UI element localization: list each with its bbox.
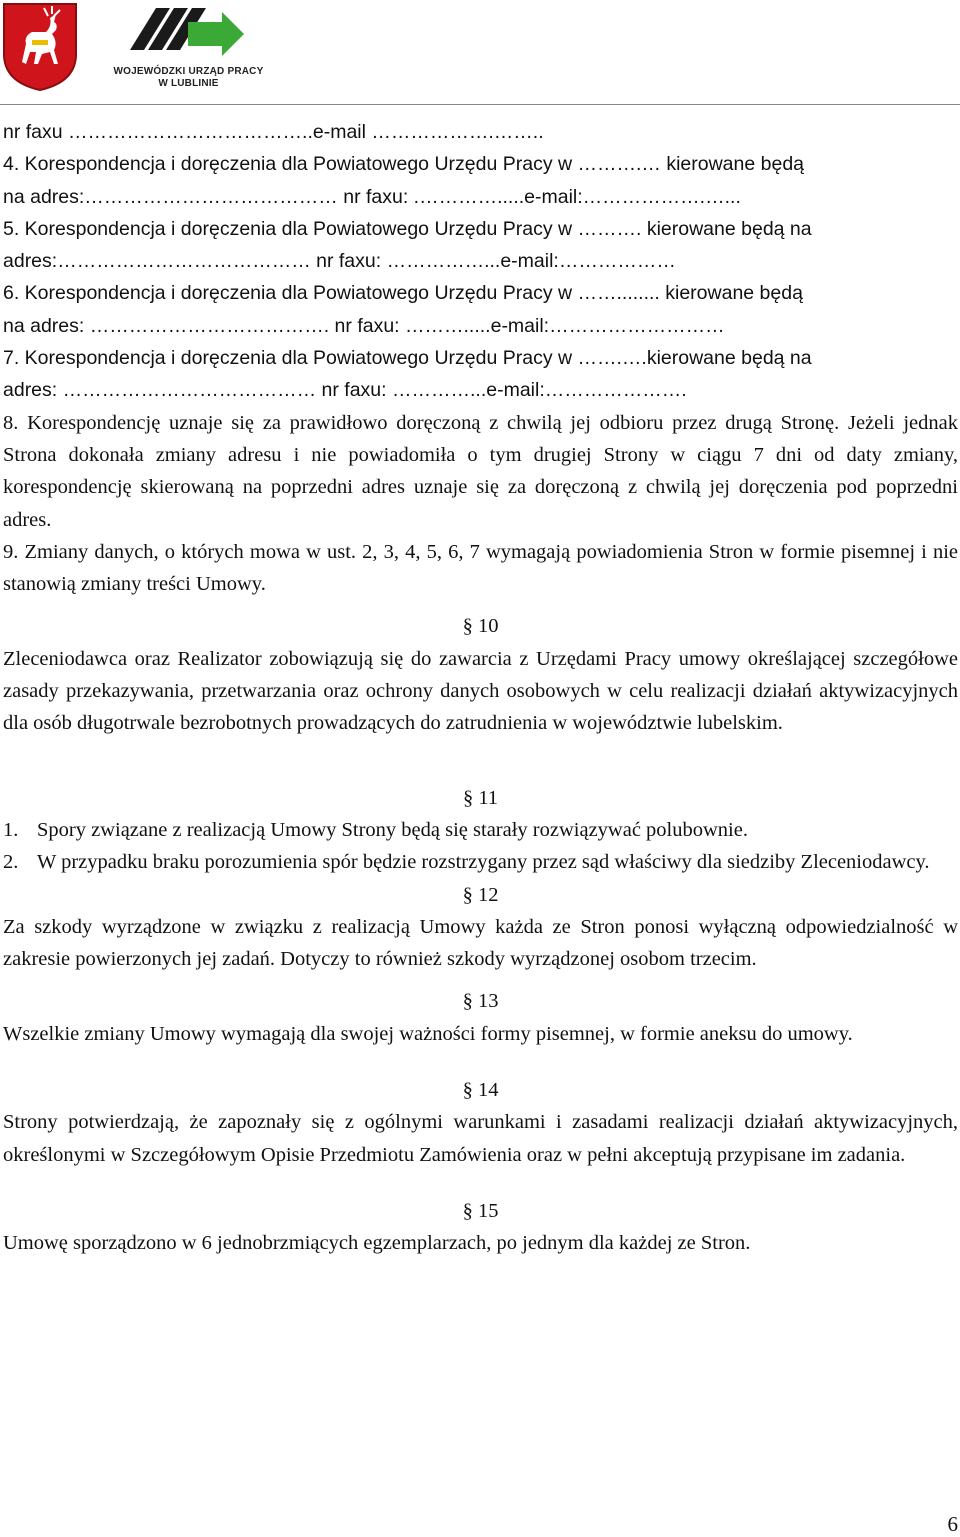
item-7-line-2: adres: ………………………………… nr faxu: …………...e-mail:…………………. [3,379,687,402]
section-15-text: Umowę sporządzono w 6 jednobrzmiących egzemplarzach, po jednym dla każdej ze Stron. [3,1232,751,1255]
item-5-line-1: 5. Korespondencja i doręczenia dla Powiatowego Urzędu Pracy w ………. kierowane będą na [3,217,812,240]
section-11-item-1 [3,814,958,846]
wup-logo-icon [126,4,246,64]
item-4-line-1: 4. Korespondencja i doręczenia dla Powiatowego Urzędu Pracy w ……….… kierowane będą [3,153,805,176]
section-10-text: Zleceniodawca oraz Realizator zobowiązują się do zawarcia z Urzędami Pracy umowy określającej szczegółowe zasady przekazywania, przetwarzania oraz ochrony danych osobowych w celu realizacji działań aktywizacyjnych dla osób długotrwale bezrobotnych prowadzących do zatrudnienia w województwie lubelskim. [3,647,958,735]
item-4-line-2: na adres:………………………………… nr faxu: .………….....e-mail:……………….…... [3,185,741,208]
header-divider [0,104,960,105]
logo-line-2: W LUBLINIE [158,78,219,89]
item-9-paragraph: 9. Zmiany danych, o których mowa w ust. 2, 3, 4, 5, 6, 7 wymagają powiadomienia Stron w formie pisemnej i nie stanowią zmiany treści Umowy. [3,540,958,596]
list-text: W przypadku braku porozumienia spór będzie rozstrzygany przez sąd właściwy dla siedziby Zleceniodawcy. [37,851,930,874]
section-14-text: Strony potwierdzają, że zapoznały się z ogólnymi warunkami i zasadami realizacji działań aktywizacyjnych, określonymi w Szczegółowym Opisie Przedmiotu Zamówienia oraz w pełni akceptują przypisane im zadania. [3,1111,958,1166]
section-11-item-2 [3,846,958,878]
section-14-title: § 14 [462,1079,499,1102]
item-6-line-2: na adres: ………………………………. nr faxu: ……….....e-mail:……………………… [3,314,725,337]
logo-line-1: WOJEWÓDZKI URZĄD PRACY [113,66,264,77]
section-10-title: § 10 [462,615,499,638]
fax-email-line: nr faxu ………………………………..e-mail ……………….…….. [3,121,544,143]
item-8-paragraph: 8. Korespondencję uznaje się za prawidłowo doręczoną z chwilą jej odbioru przez drugą Stronę. Jeżeli jednak Strona dokonała zmiany adresu i nie powiadomiła o tym drugiej Strony w ciągu 7 dni od daty zmiany, korespondencję skierowaną na poprzedni adres uznaje się za doręczoną z chwilą jej doręczenia pod poprzedni adres. [3,411,958,531]
list-text: Spory związane z realizacją Umowy Strony będą się starały rozwiązywać polubownie. [37,818,748,841]
section-13-title: § 13 [462,990,499,1013]
section-11-title: § 11 [462,786,499,809]
item-7-line-1: 7. Korespondencja i doręczenia dla Powiatowego Urzędu Pracy w …….….kierowane będą na [3,347,812,370]
item-6-line-1: 6. Korespondencja i doręczenia dla Powiatowego Urzędu Pracy w ……........ kierowane będą [3,282,803,305]
section-12-title: § 12 [462,883,499,906]
page-number: 6 [947,1512,958,1536]
section-12-text: Za szkody wyrządzone w związku z realizacją Umowy każda ze Stron ponosi wyłączną odpowiedzialność w zakresie powierzonych jej zadań. Dotyczy to również szkody wyrządzonej osobom trzecim. [3,915,958,971]
wup-logo-text [106,66,271,90]
document-body [3,116,958,1260]
section-13-text: Wszelkie zmiany Umowy wymagają dla swojej ważności formy pisemnej, w formie aneksu do umowy. [3,1022,853,1045]
list-number: 1. [3,818,19,841]
section-15-title: § 15 [462,1199,499,1222]
list-number: 2. [3,851,19,874]
item-5-line-2: adres:………………………………… nr faxu: ……………...e-mail:……………… [3,250,676,273]
lublin-crest-icon [2,2,78,92]
page-header [0,0,960,100]
